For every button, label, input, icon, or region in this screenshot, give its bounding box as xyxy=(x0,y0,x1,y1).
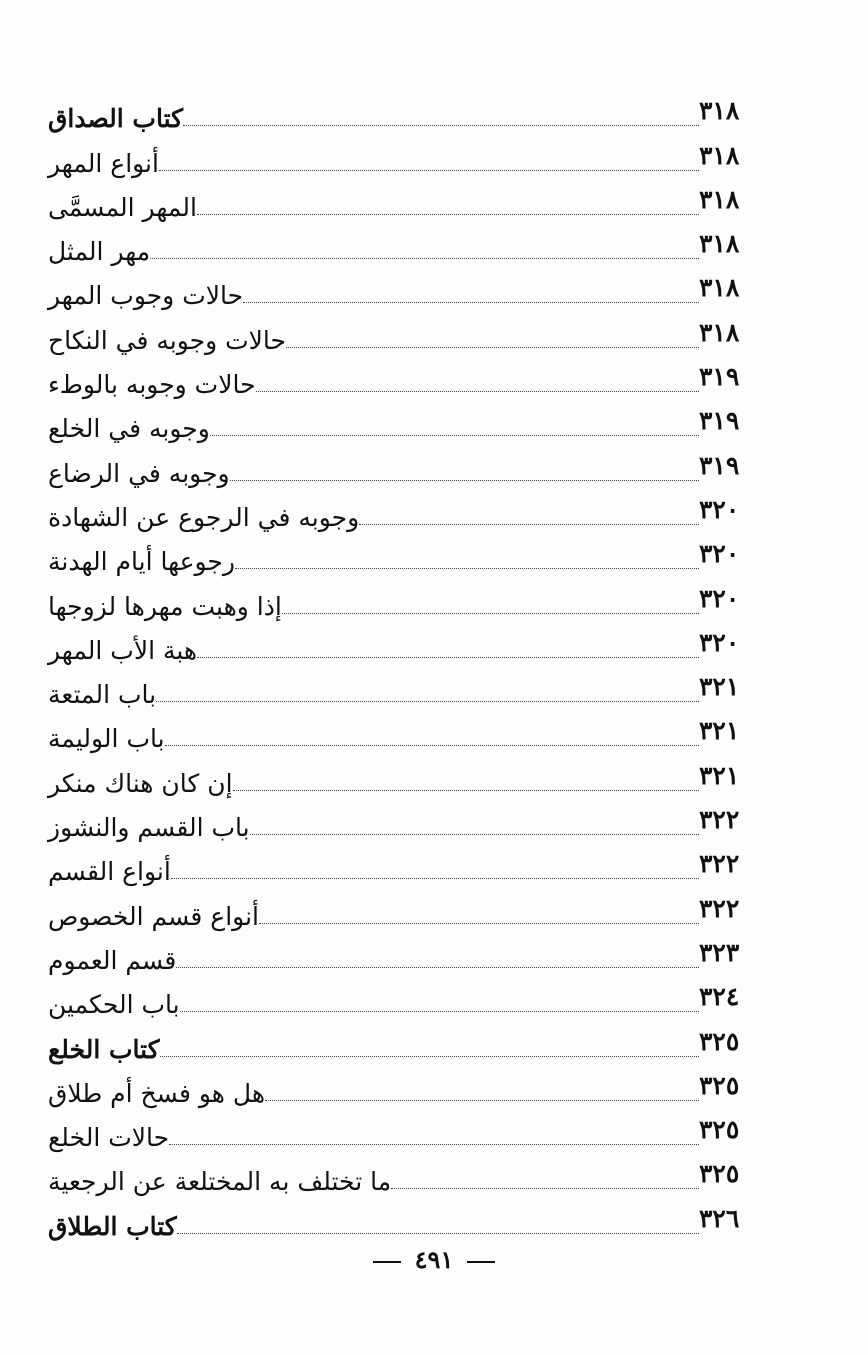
dot-leader xyxy=(282,613,699,614)
dot-leader xyxy=(156,701,699,702)
toc-entry-title: حالات وجوب المهر xyxy=(48,281,244,311)
toc-entry-page-number: ٣٢١ xyxy=(699,760,740,790)
toc-entry xyxy=(40,889,785,933)
dot-leader xyxy=(197,657,699,658)
toc-entry-title: إذا وهبت مهرها لزوجها xyxy=(48,591,282,621)
toc-entry xyxy=(40,1022,785,1066)
toc-entry-title: رجوعها أيام الهدنة xyxy=(48,547,235,577)
toc-entry-page-number: ٣٢٢ xyxy=(699,893,740,923)
toc-entry-page-number: ٣١٩ xyxy=(699,450,740,480)
toc-entry-title: المهر المسمَّى xyxy=(48,192,197,222)
dot-leader xyxy=(177,1233,699,1234)
dot-leader xyxy=(259,923,699,924)
toc-entry xyxy=(40,668,785,712)
dot-leader xyxy=(180,1011,699,1012)
dot-leader xyxy=(171,878,699,879)
toc-entry-page-number: ٣٢٢ xyxy=(699,849,740,879)
toc-entry-title: حالات وجوبه بالوطء xyxy=(48,370,256,400)
toc-entry-title: كتاب الصداق xyxy=(48,104,184,134)
toc-entry-title: أنواع القسم xyxy=(48,857,171,887)
toc-entry-title: كتاب الطلاق xyxy=(48,1211,177,1241)
dot-leader xyxy=(265,1100,699,1101)
toc-entry-title: كتاب الخلع xyxy=(48,1034,160,1064)
toc-entry xyxy=(40,801,785,845)
dot-leader xyxy=(243,302,699,303)
toc-entry xyxy=(40,845,785,889)
toc-entry-page-number: ٣٢٥ xyxy=(699,1070,740,1100)
toc-entry-title: باب المتعة xyxy=(48,680,157,710)
toc-entry-page-number: ٣١٨ xyxy=(699,229,740,259)
dot-leader xyxy=(233,790,699,791)
toc-entry xyxy=(40,624,785,668)
toc-entry-title: وجوبه في الرجوع عن الشهادة xyxy=(48,502,360,532)
dot-leader xyxy=(230,480,699,481)
toc-entry xyxy=(40,491,785,535)
toc-entry xyxy=(40,535,785,579)
toc-entry xyxy=(40,579,785,623)
toc-entry-title: إن كان هناك منكر xyxy=(48,768,233,798)
toc-entry xyxy=(40,181,785,225)
page-number: ٤٩١ xyxy=(414,1245,454,1274)
toc-entry xyxy=(40,1111,785,1155)
toc-entry xyxy=(40,1155,785,1199)
toc-entry-page-number: ٣٢٠ xyxy=(699,583,740,613)
dot-leader xyxy=(250,834,699,835)
dot-leader xyxy=(286,347,699,348)
toc-entry-title: وجوبه في الخلع xyxy=(48,414,210,444)
dot-leader xyxy=(391,1188,699,1189)
toc-entry-title: هل هو فسخ أم طلاق xyxy=(48,1078,266,1108)
toc-entry-title: باب القسم والنشوز xyxy=(48,813,250,843)
footer-dash-right xyxy=(467,1261,495,1263)
toc-entry-title: باب الحكمين xyxy=(48,990,180,1020)
dot-leader xyxy=(165,745,699,746)
dot-leader xyxy=(183,125,699,126)
toc-entry xyxy=(40,1199,785,1243)
toc-entry xyxy=(40,756,785,800)
toc-entry-page-number: ٣١٩ xyxy=(699,406,740,436)
toc-entry xyxy=(40,402,785,446)
toc-entry-title: أنواع المهر xyxy=(48,148,159,178)
toc-entry-title: ما تختلف به المختلعة عن الرجعية xyxy=(48,1167,392,1197)
toc-entry-page-number: ٣٢٢ xyxy=(699,805,740,835)
toc-entry xyxy=(40,358,785,402)
toc-entry xyxy=(40,712,785,756)
toc-entry-page-number: ٣٢٠ xyxy=(699,627,740,657)
toc-entry-title: حالات الخلع xyxy=(48,1123,170,1153)
toc-entry-page-number: ٣١٨ xyxy=(699,317,740,347)
toc-entry-title: وجوبه في الرضاع xyxy=(48,458,230,488)
page-footer xyxy=(0,1245,868,1274)
toc-entry xyxy=(40,269,785,313)
toc-entry-page-number: ٣١٨ xyxy=(699,140,740,170)
toc-entry-page-number: ٣١٨ xyxy=(699,96,740,126)
dot-leader xyxy=(197,214,699,215)
toc-entry-title: مهر المثل xyxy=(48,237,151,267)
toc-entry xyxy=(40,934,785,978)
toc-entry-page-number: ٣١٨ xyxy=(699,184,740,214)
toc-entry-page-number: ٣٢٥ xyxy=(699,1026,740,1056)
dot-leader xyxy=(169,1144,699,1145)
dot-leader xyxy=(150,258,699,259)
dot-leader xyxy=(256,391,699,392)
toc-entry-page-number: ٣١٩ xyxy=(699,362,740,392)
toc-entry xyxy=(40,225,785,269)
footer-dash-left xyxy=(373,1261,401,1263)
toc-entry-title: قسم العموم xyxy=(48,945,177,975)
toc-entry-title: هبة الأب المهر xyxy=(48,635,198,665)
toc-entry-page-number: ٣٢١ xyxy=(699,672,740,702)
toc-entry-page-number: ٣٢٦ xyxy=(699,1203,740,1233)
dot-leader xyxy=(160,1056,699,1057)
toc-entry-page-number: ٣٢٠ xyxy=(699,494,740,524)
toc-entry xyxy=(40,446,785,490)
toc-entry xyxy=(40,978,785,1022)
toc-entry-page-number: ٣٢١ xyxy=(699,716,740,746)
toc-entry-page-number: ٣١٨ xyxy=(699,273,740,303)
dot-leader xyxy=(235,568,699,569)
toc-entry xyxy=(40,313,785,357)
toc-entry-page-number: ٣٢٤ xyxy=(699,982,740,1012)
toc-entry-title: باب الوليمة xyxy=(48,724,165,754)
toc-entry xyxy=(40,1067,785,1111)
toc-entry-title: أنواع قسم الخصوص xyxy=(48,901,259,931)
dot-leader xyxy=(176,967,699,968)
table-of-contents xyxy=(40,92,785,1244)
toc-entry xyxy=(40,92,785,136)
toc-entry-page-number: ٣٢٣ xyxy=(699,937,740,967)
dot-leader xyxy=(210,435,699,436)
toc-entry-page-number: ٣٢٥ xyxy=(699,1115,740,1145)
toc-entry-page-number: ٣٢٠ xyxy=(699,539,740,569)
dot-leader xyxy=(359,524,699,525)
toc-entry-title: حالات وجوبه في النكاح xyxy=(48,325,286,355)
toc-entry-page-number: ٣٢٥ xyxy=(699,1159,740,1189)
dot-leader xyxy=(159,170,699,171)
toc-entry xyxy=(40,136,785,180)
